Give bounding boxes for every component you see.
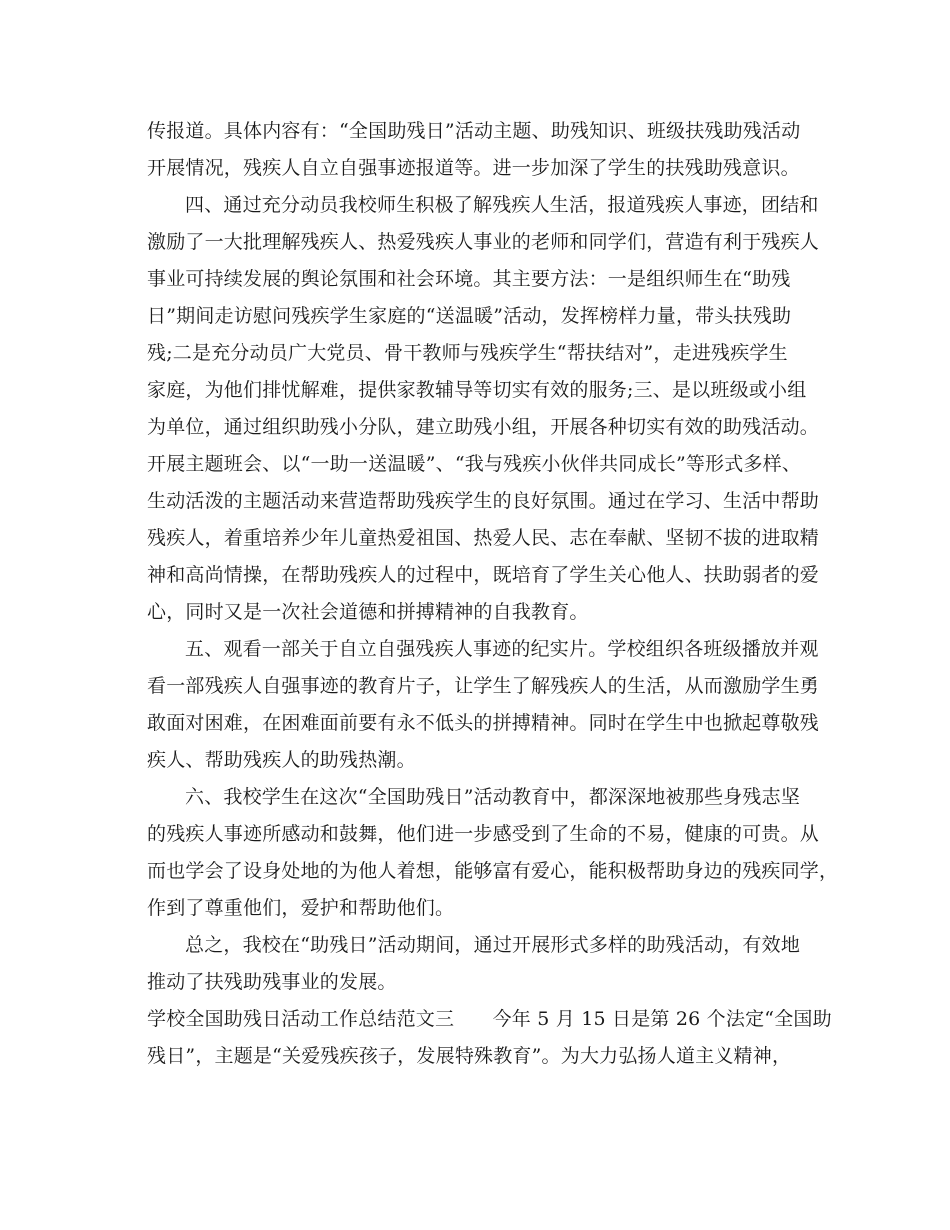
text-line: 心，同时又是一次社会道德和拼搏精神的自我教育。 [147, 601, 589, 623]
text-line: 神和高尚情操，在帮助残疾人的过程中，既培育了学生关心他人、扶助弱者的爱 [147, 564, 820, 586]
conclusion-start: 总之，我校在“助残日”活动期间，通过开展形式多样的助残活动，有效地 [185, 934, 801, 956]
text-line: 开展主题班会、以“一助一送温暖”、“我与残疾小伙伴共同成长”等形式多样、 [147, 453, 802, 475]
text-line: 家庭，为他们排忧解难，提供家教辅导等切实有效的服务;三、是以班级或小组 [147, 379, 807, 401]
paragraph-4-start: 四、通过充分动员我校师生积极了解残疾人生活，报道残疾人事迹，团结和 [185, 194, 819, 216]
text-line: 开展情况，残疾人自立自强事迹报道等。进一步加深了学生的扶残助残意识。 [147, 157, 800, 179]
text-line: 而也学会了设身处地的为他人着想，能够富有爱心，能积极帮助身边的残疾同学， [147, 860, 839, 882]
text-line: 残疾人，着重培养少年儿童热爱祖国、热爱人民、志在奉献、坚韧不拔的进取精 [147, 527, 820, 549]
text-line: 疾人、帮助残疾人的助残热潮。 [147, 749, 416, 771]
text-line: 作到了尊重他们，爱护和帮助他们。 [147, 897, 455, 919]
text-line: 的残疾人事迹所感动和鼓舞，他们进一步感受到了生命的不易，健康的可贵。从 [147, 823, 820, 845]
text-line: 激励了一大批理解残疾人、热爱残疾人事业的老师和同学们，营造有利于残疾人 [147, 231, 820, 253]
text-line: 看一部残疾人自强事迹的教育片子，让学生了解残疾人的生活，从而激励学生勇 [147, 675, 820, 697]
text-line: 推动了扶残助残事业的发展。 [147, 971, 397, 993]
paragraph-5-start: 五、观看一部关于自立自强残疾人事迹的纪实片。学校组织各班级播放并观 [185, 638, 819, 660]
text-line: 传报道。具体内容有：“全国助残日”活动主题、助残知识、班级扶残助残活动 [147, 120, 801, 142]
text-line: 事业可持续发展的舆论氛围和社会环境。其主要方法：一是组织师生在“助残 [147, 268, 791, 290]
text-line: 残日”，主题是“关爱残疾孩子，发展特殊教育”。为大力弘扬人道主义精神， [147, 1045, 792, 1067]
text-line: 敢面对困难，在困难面前要有永不低头的拼搏精神。同时在学生中也掀起尊敬残 [147, 712, 820, 734]
text-line: 生动活泼的主题活动来营造帮助残疾学生的良好氛围。通过在学习、生活中帮助 [147, 490, 820, 512]
text-line: 日”期间走访慰问残疾学生家庭的“送温暖”活动，发挥榜样力量，带头扶残助 [147, 305, 792, 327]
paragraph-6-start: 六、我校学生在这次“全国助残日”活动教育中，都深深地被那些身残志坚 [185, 786, 801, 808]
text-line: 残;二是充分动员广大党员、骨干教师与残疾学生“帮扶结对”，走进残疾学生 [147, 342, 788, 364]
section-heading-line: 学校全国助残日活动工作总结范文三 今年 5 月 15 日是第 26 个法定“全国助 [147, 1008, 832, 1030]
text-line: 为单位，通过组织助残小分队，建立助残小组，开展各种切实有效的助残活动。 [147, 416, 820, 438]
